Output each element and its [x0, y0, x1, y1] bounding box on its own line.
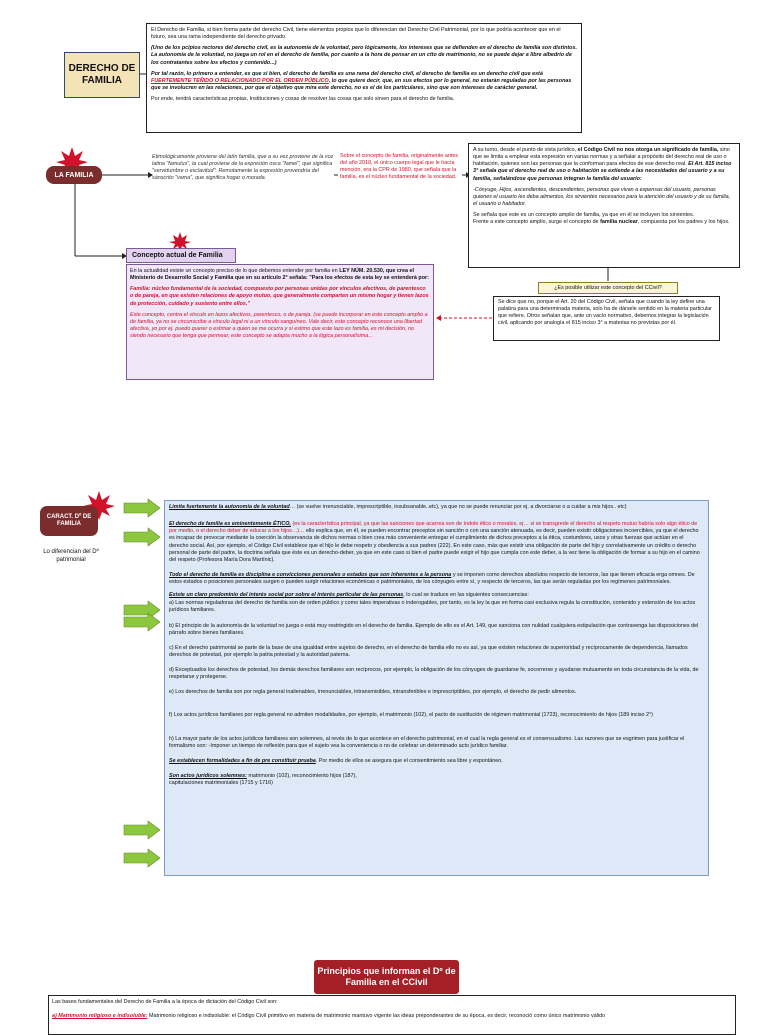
page-title-text: DERECHO DE FAMILIA [68, 62, 136, 86]
caract-item-red: (es la característica principal, ya que las sanciones que acarrea son de índole ético o morales, ej… si se transgrede el derecho al respeto mutuo habría solo algo ético de por medio, o el derecho deber de educar a los hijos…)… [169, 521, 698, 535]
caract-subitem: d) Exceptuados los derechos de potestad, los demás derechos familiares son recíprocos, por ejemplo, la obligación de los cónyuges de guardarse fe, socorrerse y ayudarse mutuamente en toda circunstancia de la vida, de respetarse y protegerse. [169, 667, 699, 681]
concepto-actual-title: Concepto actual de Familia [132, 252, 223, 259]
green-arrow-icon [124, 613, 160, 631]
etymology-text: Etimológicamente proviene del latín familia, que a su vez proviene de la voz latina "famulus", la cual proviene de la expresión osca "famel", que significa "servidumbre o esclavitud". Remotamente la expresión provendría del sánscrito "vama", que significa hogar o morada. [152, 154, 334, 182]
concepto-actual-box [126, 264, 434, 380]
caract-subtitle: Lo diferencian del Dº patrimonial [43, 549, 99, 563]
question-box [538, 282, 678, 294]
principios-header [314, 960, 459, 994]
principios-box [48, 995, 736, 1035]
caract-item [169, 504, 704, 511]
cc-text: , compuesta por los padres y los hijos. [637, 219, 730, 226]
cc-text: sino que se limita a emplear esta expresión en varias normas y a señalar a propósito del derecho real de uso o habitación, quienes son las personas que la conforman para efectos de ese derecho real. [473, 147, 730, 168]
caract-item-head: Limita fuertemente la autonomía de la voluntad [169, 504, 290, 510]
green-arrow-icon [124, 528, 160, 546]
green-arrow-icon [124, 499, 160, 517]
codigo-civil-box [468, 143, 740, 268]
caract-box [164, 500, 709, 876]
concepto-text-bold: LEY NÚM. 20.530, que crea el Ministerio de Desarrollo Social y Familia que en su artículo 2° señala: "Para los efectos de esta ley se entenderá por: [130, 268, 429, 282]
answer-box: Se dice que no, porque el Art. 20 del Código Civil, señala que cuando la ley define una palabra para una determinada materia, solo ha de dársele sentido en la materia particular que refiere. Otros señalan que, ante un vacío normativo, debemos integrar la legislación civil, aplicando por analogía el 815 inciso 3° a materias no previstas por él. [493, 296, 720, 341]
intro-text: Por tal razón, lo primero a entender, es que si bien, el derecho de familia es una rama del derecho civil, el derecho de familia es un derecho civil que está [151, 70, 543, 77]
caract-item-text: matrimonio (102), reconocimiento hijos (187), capitulaciones matrimoniales (1715 y 1716) [169, 772, 357, 786]
codigo-civil-paragraph [473, 147, 735, 183]
caract-subitem: h) La mayor parte de los actos jurídicos familiares son solemnes, al revés de lo que acontece en el derecho patrimonial, en el cual la regla general es el consensualismo. Las razones que se esgrimen para justificar el formalismo son: -Imponer un tiempo de reflexión para que el sujeto vea la conveniencia o no de celebrar un determinado acto jurídico familiar. [169, 735, 685, 749]
principios-item-head: a) Matrimonio religioso e indisoluble: [52, 1013, 148, 1020]
cc-text-bold: El Art. 815 inciso 3° señala que el derecho real de uso o habitación se extiende a las necesidades del usuario y a su familia, señalándose que personas integran la familia del usuario: [473, 161, 732, 182]
caract-pill-label: CARACT. Dº DE FAMILIA [46, 513, 92, 527]
cc-text-bold: el Código Civil no nos otorga un significado de familia, [577, 147, 719, 153]
caract-item [169, 773, 389, 787]
caract-item [169, 521, 704, 564]
question-text: ¿Es posible utilizar este concepto del CCivil? [554, 285, 662, 291]
concepto-paragraph [130, 268, 430, 282]
cpr-concept-text: Sobre el concepto de familia, originalmente antes del año 2018, el único cuerpo legal que le hacía mención, era la CPR de 1980, que señala que la familia, es el núcleo fundamental de la sociedad. [340, 153, 459, 181]
principios-title: Principios que informan el Dº de Familia en el CCivil [317, 965, 456, 987]
caract-item [169, 572, 704, 586]
intro-text: , lo que quiere decir, que, en sus efectos por lo general, no estarán reguladas por las personas que se involucren en las relaciones, por que el objetivo que mira este derecho, no es el de los particulares, sino que son intereses de carácter general. [151, 77, 572, 91]
codigo-civil-paragraph: -Cónyuge, Hijos, ascendientes, descendientes, personas que vivan a expensas del usuario, personas quienes el usuario les deba alimentos, los sirvientes necesarios para la atención del usuario y de su familia, el usuario o habitador. [473, 186, 731, 207]
intro-paragraph: Por ende, tendrá características propias, Instituciones y cosas de resolver las cosas que solo sirven para el derecho de familia. [151, 96, 455, 102]
intro-box [146, 23, 582, 133]
caract-item-text: … (se vuelve irrenunciable, imprescriptible, insubsanable..etc), ya que no se puede renunciar por ej. a divorciarse o a cuidar a mis hijos.. etc) [289, 504, 627, 510]
principios-paragraph: Las bases fundamentales del Derecho de Familia a la época de dictación del Código Civil son: [52, 999, 278, 1005]
caract-item-head: El derecho de familia es eminentemente ÉTICO, [169, 521, 291, 528]
caract-subitem: a) Las normas reguladoras del derecho de familia son de orden público y como tales imperativas o inderogables, por tanto, es la ley la que en forma casi exclusiva regula la constitución, contenido y extensión de los actos jurídicos familiares. [169, 600, 696, 614]
caract-item [169, 592, 704, 599]
intro-paragraph: El Derecho de Familia, si bien forma parte del derecho Civil, tiene elementos propios que lo diferencian del Derecho Civil Patrimonial, por lo que podría acontecer que en el futuro, sea una rama independiente del derecho privado. [151, 27, 561, 41]
caract-item-head: Son actos jurídicos solemnes: [169, 772, 247, 779]
familia-definition: Familia: núcleo fundamental de la sociedad, compuesto por personas unidas por vínculos afectivos, de parentesco o de pareja, en que existen relaciones de apoyo mutuo, que generalmente comparten un mismo hogar y tienen lazos de protección, cuidado y sustento entre ellos." [130, 286, 429, 307]
codigo-civil-paragraph [473, 212, 735, 226]
orden-publico-highlight: FUERTEMENTE TEÑIDO O RELACIONADO POR EL ORDEN PÚBLICO [151, 77, 329, 84]
caract-item-text: . Por medio de ellos se asegura que el consentimiento sea libre y espontáneo. [315, 757, 503, 764]
caract-subitem: b) El principio de la autonomía de la voluntad no juega o está muy restringido en el derecho de familia. Ejemplo de ello es el Art. 149, que sanciona con nulidad cualquiera estipulación que contravenga las disposiciones del párrafo sobre bienes familiares. [169, 622, 699, 636]
intro-paragraph: (Uno de los pcipios rectores del derecho civil, es la autonomía de la voluntad, pero lógicamente, los intereses que se defienden en el derecho de familia son distintos. La autonomía de la voluntad, no juega un rol en el derecho de familia, por cuanto a la hora de pensar en un ctto de matrimonio, no se puede dejar a libre albedrío de los contratantes sobre los efectos y contenido...) [151, 45, 577, 66]
intro-paragraph [151, 71, 577, 92]
caract-subitem: f) Los actos jurídicos familiares por regla general no admiten modalidades, por ejemplo, el matrimonio (102), el pacto de sustitución de régimen matrimonial (1723), reconocimiento de hijos (189 inciso 2°) [169, 712, 653, 719]
concepto-actual-header [126, 248, 236, 263]
concepto-paragraph: Este concepto, centra el vínculo en lazos afectivos, parentesco, o de pareja. (se puede incorporar en este concepto amplio a de familia, ya no se circunscribe a vínculo legal ni a un vínculo sanguíneo. Vale decir, este concepto reconoce una libertad afectiva, yo por ej. puedo querer o estimar a quien se me ocurra y si estimo que este lazo es familia, es mi decisión, no siendo necesario que tenga que permear, este concepto se adapta mucho a la lógica personalísima... [130, 311, 428, 339]
cc-text: A su turno, desde el punto de vista jurídico, [473, 147, 577, 153]
green-arrow-icon [124, 821, 160, 839]
principios-item-text: Matrimonio religioso e indisoluble: el Código Civil primitivo en materia de matrimonio mantuvo vigente las ideas preponderantes de su época, es decir, reconoció como único matrimonio válido [149, 1013, 606, 1020]
principios-paragraph [52, 1013, 732, 1020]
caract-item-text: , lo cual se traduce en las siguientes consecuencias: [403, 592, 529, 599]
concepto-text: En la actualidad existe un concepto preciso de lo que debemos entender por familia en [130, 268, 338, 274]
familia-pill [46, 166, 102, 184]
familia-pill-label: LA FAMILIA [54, 171, 94, 179]
caract-item-head: Existe un claro predominio del interés social por sobre el interés particular de las personas [169, 592, 404, 599]
caract-subitem: c) En el derecho patrimonial se parte de la base de una igualdad entre sujetos de derecho, en el derecho de familia ello no es así, ya que existen relaciones de superioridad y recíprocamente de dependencia, llamados derechos de potestad, por ejemplo la patria potestad y la autoridad paterna. [169, 644, 688, 658]
cc-text-bold: familia nuclear [600, 219, 638, 226]
cc-text: Se señala que este es un concepto amplio de familia, ya que en él se incluyen los sirvientes. [473, 212, 695, 218]
green-arrow-icon [124, 849, 160, 867]
caract-subitem: e) Los derechos de familia son por regla general inalienables, irrenunciables, intransmisibles, intransferibles e imprescriptibles, por ejemplo, el derecho de pedir alimentos. [169, 689, 577, 696]
caract-item [169, 758, 704, 765]
page-title [64, 52, 140, 98]
cc-text: Frente a este concepto amplio, surge el concepto de [473, 219, 599, 226]
caract-pill [40, 506, 98, 536]
caract-item-head: Todo el derecho de familia es disciplina e convicciones personales o estados que son inherentes a la persona [169, 571, 452, 578]
green-arrow-icon [124, 601, 160, 619]
caract-item-head: Se establecen formalidades a fin de pre constituir prueba [169, 757, 316, 764]
caract-item-text: ello explica que, en él, se pueden encontrar preceptos sin sanción o con una sanción atenuada, es decir, pueden existir obligaciones incoercibles, ya que el derecho es incapaz de provocar mediante la coerción la observancia de dichos normas o bien crea más conveniente entregar el cumplimiento de dichos preceptos a la ética, costumbres, usos y otras fuerzas que actúan en el derecho social. Así, por ejemplo, el Código Civil establece que el hijo le debe respeto y obediencia a sus padres (222). En este caso, más que existir una obligación de parte del hijo y correlativamente un crédito o derecho personal de parte del padre, la doctrina señala que éste es un derecho-deber, ya que en este caso si bien el padre puede exigir el hijo que cumpla con este deber, a la vez tiene la obligación de formar a su hijo en el camino del respeto (Profesora María Dora Martínic). [169, 528, 700, 563]
arrow-head-icon [436, 315, 441, 321]
caract-item-text: y se imponen como derechos absolutos respecto de terceros, las que tienen eficacia erga omnes. De estos estados o posiciones personales surgen o pueden surgir relaciones económicas o patrimoniales, de los cónyuges entre sí, y respecto de terceros, las que serán reguladas por los regímenes patrimoniales. [169, 571, 695, 585]
